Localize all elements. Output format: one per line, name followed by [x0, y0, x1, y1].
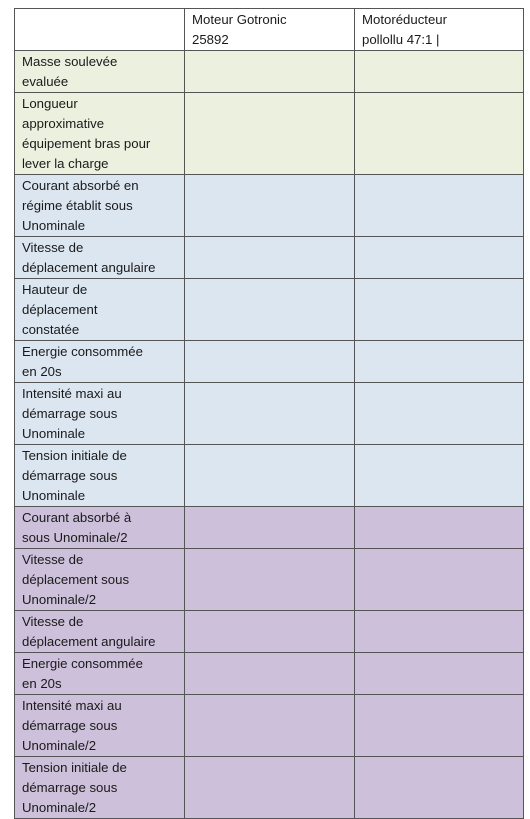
- row-label-cell[interactable]: [15, 175, 185, 237]
- row-label-line: Courant absorbé en: [22, 178, 139, 193]
- row-label-line: approximative: [22, 116, 105, 131]
- row-label-line: lever la charge: [22, 156, 109, 171]
- row-label-line: démarrage sous: [22, 780, 118, 795]
- value-cell-gotronic[interactable]: [185, 175, 355, 237]
- table-row: [15, 611, 524, 653]
- row-label-line: Intensité maxi au: [22, 386, 122, 401]
- header-line: Moteur Gotronic: [192, 12, 287, 27]
- row-label-line: déplacement: [22, 302, 98, 317]
- row-label-line: Hauteur de: [22, 282, 88, 297]
- row-label-line: Unominale: [22, 488, 86, 503]
- table-row: [15, 237, 524, 279]
- table-row: [15, 279, 524, 341]
- value-cell-gotronic[interactable]: [185, 757, 355, 819]
- value-cell-pololu[interactable]: [355, 93, 524, 175]
- row-label-line: Intensité maxi au: [22, 698, 122, 713]
- header-corner-cell[interactable]: [15, 9, 185, 51]
- row-label-line: démarrage sous: [22, 468, 118, 483]
- row-label-line: démarrage sous: [22, 718, 118, 733]
- value-cell-gotronic[interactable]: [185, 549, 355, 611]
- row-label-cell[interactable]: [15, 51, 185, 93]
- value-cell-pololu[interactable]: [355, 611, 524, 653]
- value-cell-pololu[interactable]: [355, 653, 524, 695]
- row-label-cell[interactable]: [15, 341, 185, 383]
- measurement-table: [14, 8, 524, 819]
- value-cell-gotronic[interactable]: [185, 341, 355, 383]
- row-label-line: Courant absorbé à: [22, 510, 132, 525]
- value-cell-pololu[interactable]: [355, 695, 524, 757]
- header-line: pollollu 47:1 |: [362, 32, 440, 47]
- row-label-line: sous Unominale/2: [22, 530, 128, 545]
- row-label-line: Unominale: [22, 218, 86, 233]
- row-label-line: Masse soulevée: [22, 54, 118, 69]
- row-label-line: constatée: [22, 322, 80, 337]
- value-cell-gotronic[interactable]: [185, 279, 355, 341]
- value-cell-pololu[interactable]: [355, 279, 524, 341]
- table-row: [15, 383, 524, 445]
- row-label-cell[interactable]: [15, 611, 185, 653]
- row-label-cell[interactable]: [15, 549, 185, 611]
- header-line: Motoréducteur: [362, 12, 448, 27]
- row-label-cell[interactable]: [15, 237, 185, 279]
- table-row: [15, 507, 524, 549]
- value-cell-pololu[interactable]: [355, 237, 524, 279]
- row-label-cell[interactable]: [15, 93, 185, 175]
- value-cell-gotronic[interactable]: [185, 93, 355, 175]
- row-label-cell[interactable]: [15, 445, 185, 507]
- row-label-line: Vitesse de: [22, 552, 84, 567]
- table-row: [15, 757, 524, 819]
- row-label-line: régime établit sous: [22, 198, 133, 213]
- row-label-line: Energie consommée: [22, 344, 143, 359]
- row-label-cell[interactable]: [15, 279, 185, 341]
- row-label-cell[interactable]: [15, 695, 185, 757]
- row-label-line: Unominale/2: [22, 592, 97, 607]
- value-cell-gotronic[interactable]: [185, 653, 355, 695]
- value-cell-gotronic[interactable]: [185, 51, 355, 93]
- row-label-line: Tension initiale de: [22, 448, 127, 463]
- value-cell-gotronic[interactable]: [185, 383, 355, 445]
- value-cell-gotronic[interactable]: [185, 237, 355, 279]
- row-label-line: Tension initiale de: [22, 760, 127, 775]
- value-cell-gotronic[interactable]: [185, 507, 355, 549]
- table-header-row: [15, 9, 524, 51]
- table-row: [15, 175, 524, 237]
- value-cell-pololu[interactable]: [355, 445, 524, 507]
- value-cell-pololu[interactable]: [355, 383, 524, 445]
- row-label-cell[interactable]: [15, 757, 185, 819]
- table-row: [15, 93, 524, 175]
- row-label-line: Vitesse de: [22, 240, 84, 255]
- value-cell-pololu[interactable]: [355, 51, 524, 93]
- table-row: [15, 445, 524, 507]
- value-cell-pololu[interactable]: [355, 341, 524, 383]
- row-label-line: démarrage sous: [22, 406, 118, 421]
- value-cell-pololu[interactable]: [355, 549, 524, 611]
- row-label-line: en 20s: [22, 676, 62, 691]
- row-label-line: équipement bras pour: [22, 136, 151, 151]
- value-cell-pololu[interactable]: [355, 175, 524, 237]
- row-label-line: en 20s: [22, 364, 62, 379]
- row-label-line: Longueur: [22, 96, 78, 111]
- row-label-line: Unominale/2: [22, 738, 97, 753]
- value-cell-pololu[interactable]: [355, 757, 524, 819]
- table-row: [15, 653, 524, 695]
- row-label-line: Vitesse de: [22, 614, 84, 629]
- header-cell-gotronic[interactable]: [185, 9, 355, 51]
- table-row: [15, 341, 524, 383]
- value-cell-pololu[interactable]: [355, 507, 524, 549]
- row-label-line: déplacement angulaire: [22, 260, 156, 275]
- row-label-cell[interactable]: [15, 653, 185, 695]
- value-cell-gotronic[interactable]: [185, 445, 355, 507]
- value-cell-gotronic[interactable]: [185, 611, 355, 653]
- header-cell-pololu[interactable]: [355, 9, 524, 51]
- header-line: 25892: [192, 32, 229, 47]
- row-label-line: evaluée: [22, 74, 69, 89]
- row-label-cell[interactable]: [15, 383, 185, 445]
- row-label-line: déplacement sous: [22, 572, 130, 587]
- value-cell-gotronic[interactable]: [185, 695, 355, 757]
- row-label-line: déplacement angulaire: [22, 634, 156, 649]
- table-row: [15, 549, 524, 611]
- table-row: [15, 695, 524, 757]
- row-label-line: Unominale: [22, 426, 86, 441]
- table-row: [15, 51, 524, 93]
- row-label-cell[interactable]: [15, 507, 185, 549]
- row-label-line: Energie consommée: [22, 656, 143, 671]
- row-label-line: Unominale/2: [22, 800, 97, 815]
